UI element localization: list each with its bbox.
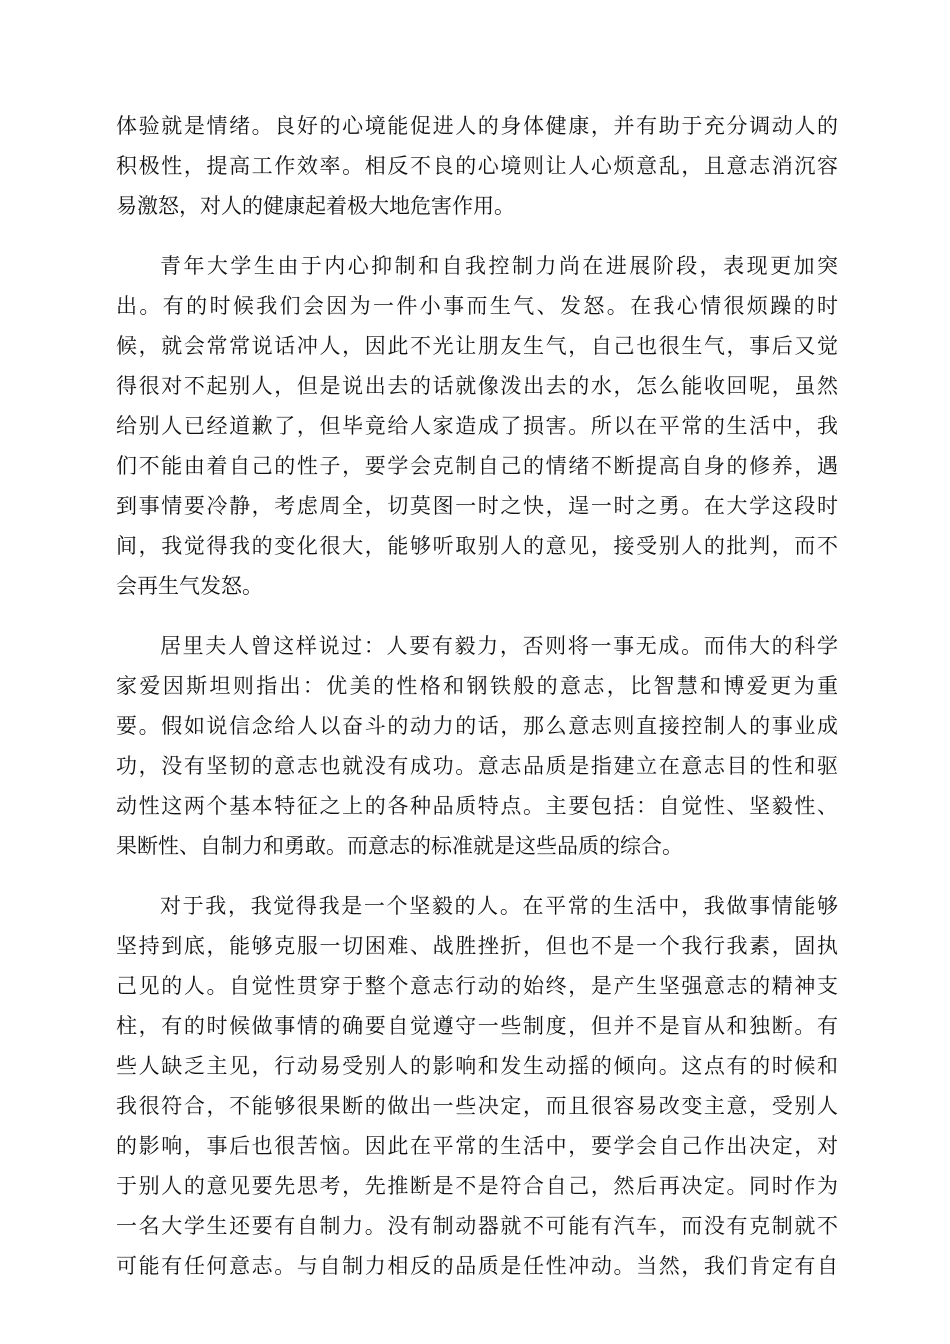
text-line: 间，我觉得我的变化很大，能够听取别人的意见，接受别人的批判，而不 xyxy=(116,534,838,558)
paragraph-gap xyxy=(116,226,838,246)
text-line: 青年大学生由于内心抑制和自我控制力尚在进展阶段，表现更加突 xyxy=(160,254,838,278)
paragraph-gap xyxy=(116,866,838,886)
text-line: 要。假如说信念给人以奋斗的动力的话，那么意志则直接控制人的事业成 xyxy=(116,714,838,738)
paragraph-3 xyxy=(116,626,838,866)
text-line: 会再生气发怒。 xyxy=(116,574,263,598)
text-line: 我很符合，不能够很果断的做出一些决定，而且很容易改变主意，受别人 xyxy=(116,1094,838,1118)
text-line: 居里夫人曾这样说过：人要有毅力，否则将一事无成。而伟大的科学 xyxy=(160,634,838,658)
text-line: 一名大学生还要有自制力。没有制动器就不可能有汽车，而没有克制就不 xyxy=(116,1214,838,1238)
text-line: 些人缺乏主见，行动易受别人的影响和发生动摇的倾向。这点有的时候和 xyxy=(116,1054,838,1078)
text-line: 动性这两个基本特征之上的各种品质特点。主要包括：自觉性、坚毅性、 xyxy=(116,794,838,818)
text-line: 的影响，事后也很苦恼。因此在平常的生活中，要学会自己作出决定，对 xyxy=(116,1134,838,1158)
text-line: 对于我，我觉得我是一个坚毅的人。在平常的生活中，我做事情能够 xyxy=(160,894,838,918)
text-line: 坚持到底，能够克服一切困难、战胜挫折，但也不是一个我行我素，固执 xyxy=(116,934,838,958)
text-line: 体验就是情绪。良好的心境能促进人的身体健康，并有助于充分调动人的 xyxy=(116,114,838,138)
paragraph-1 xyxy=(116,106,838,226)
text-line: 出。有的时候我们会因为一件小事而生气、发怒。在我心情很烦躁的时 xyxy=(116,294,838,318)
paragraph-4 xyxy=(116,886,838,1286)
text-line: 家爱因斯坦则指出：优美的性格和钢铁般的意志，比智慧和博爱更为重 xyxy=(116,674,838,698)
text-line: 果断性、自制力和勇敢。而意志的标准就是这些品质的综合。 xyxy=(116,834,683,858)
text-line: 功，没有坚韧的意志也就没有成功。意志品质是指建立在意志目的性和驱 xyxy=(116,754,838,778)
paragraph-gap xyxy=(116,606,838,626)
text-line: 己见的人。自觉性贯穿于整个意志行动的始终，是产生坚强意志的精神支 xyxy=(116,974,838,998)
text-line: 到事情要冷静，考虑周全，切莫图一时之快，逞一时之勇。在大学这段时 xyxy=(116,494,838,518)
text-line: 候，就会常常说话冲人，因此不光让朋友生气，自己也很生气，事后又觉 xyxy=(116,334,838,358)
text-line: 于别人的意见要先思考，先推断是不是符合自己，然后再决定。同时作为 xyxy=(116,1174,838,1198)
text-line: 积极性，提高工作效率。相反不良的心境则让人心烦意乱，且意志消沉容 xyxy=(116,154,838,178)
text-line: 柱，有的时候做事情的确要自觉遵守一些制度，但并不是盲从和独断。有 xyxy=(116,1014,838,1038)
text-line: 们不能由着自己的性子，要学会克制自己的情绪不断提高自身的修养，遇 xyxy=(116,454,838,478)
text-line: 可能有任何意志。与自制力相反的品质是任性冲动。当然，我们肯定有自 xyxy=(116,1254,838,1278)
document-body xyxy=(116,106,838,1286)
paragraph-2 xyxy=(116,246,838,606)
text-line: 得很对不起别人，但是说出去的话就像泼出去的水，怎么能收回呢，虽然 xyxy=(116,374,838,398)
text-line: 易激怒，对人的健康起着极大地危害作用。 xyxy=(116,194,515,218)
text-line: 给别人已经道歉了，但毕竟给人家造成了损害。所以在平常的生活中，我 xyxy=(116,414,838,438)
